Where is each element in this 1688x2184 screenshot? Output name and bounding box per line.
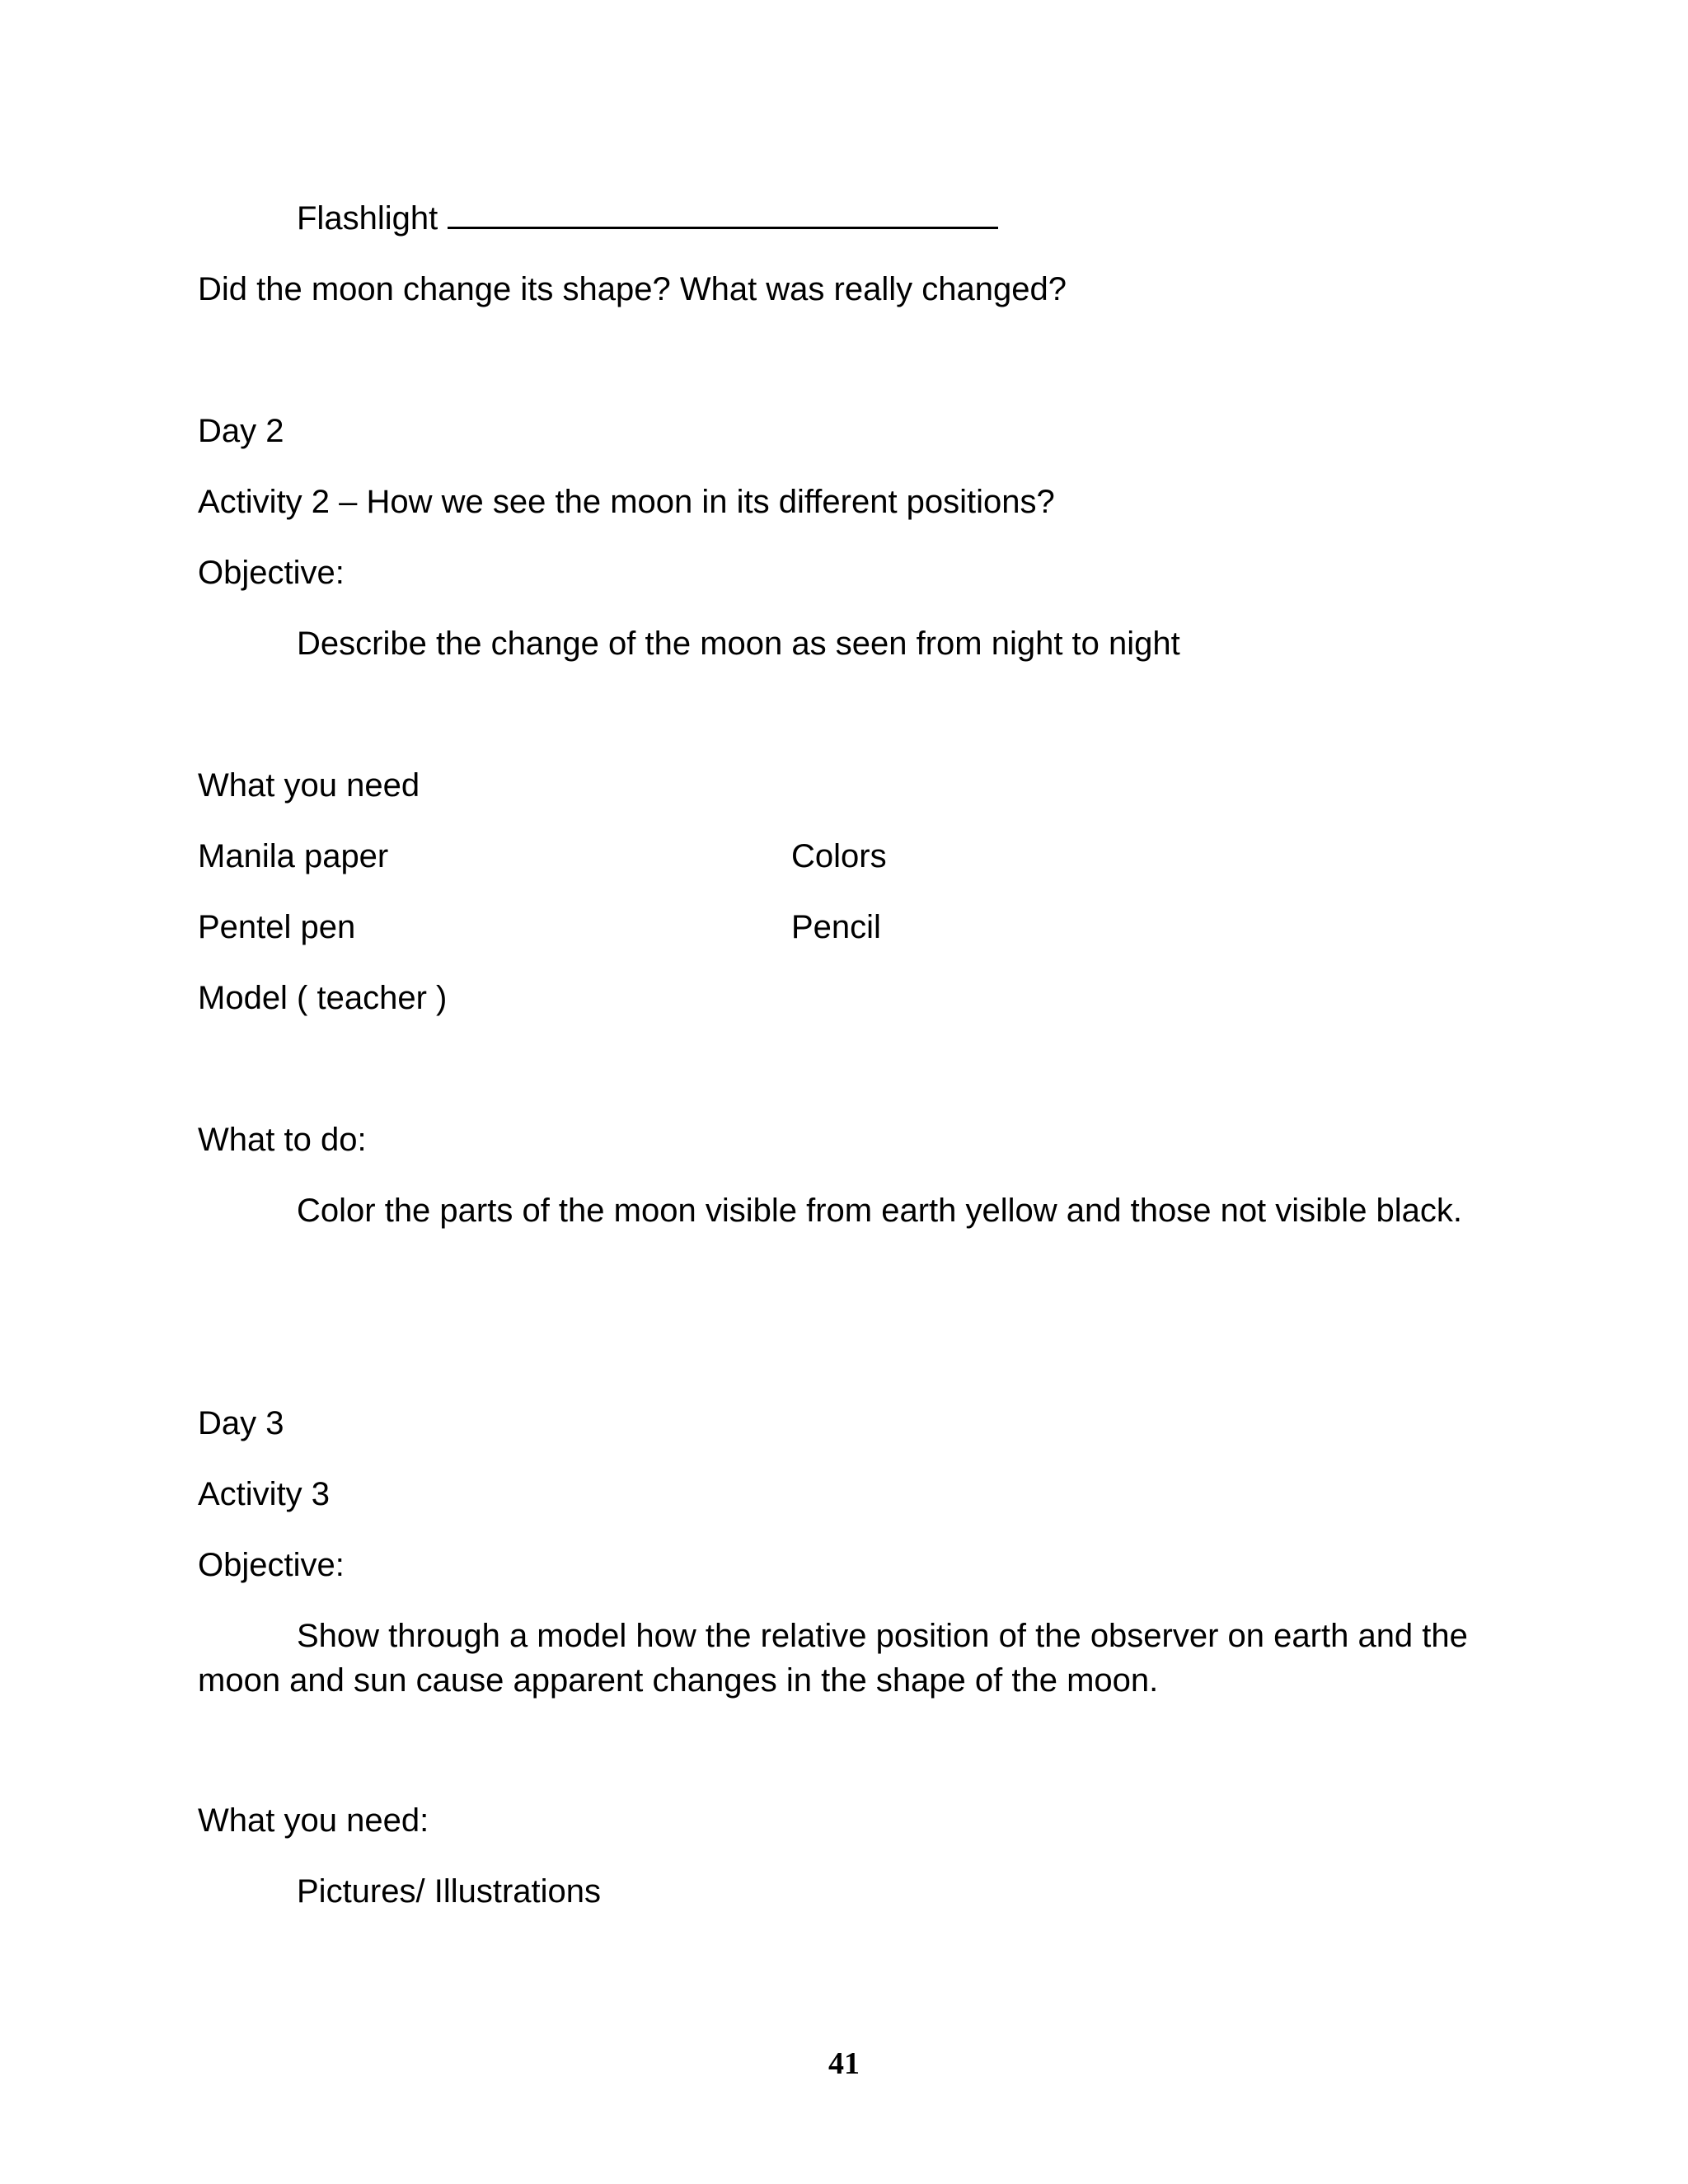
material-colors: Colors	[791, 838, 887, 874]
day3-activity-title: Activity 3	[198, 1476, 331, 1512]
moon-shape-question: Did the moon change its shape? What was really changed?	[198, 271, 1067, 307]
flashlight-row	[297, 198, 998, 239]
flashlight-label: Flashlight	[297, 200, 438, 237]
day3-objective-text: Show through a model how the relative position of the observer on earth and the moon and sun cause apparent changes in the shape of the moon.	[198, 1618, 1468, 1699]
material-pencil: Pencil	[791, 909, 881, 945]
day3-heading: Day 3	[198, 1405, 284, 1441]
day3-objective-label: Objective:	[198, 1547, 345, 1583]
material-model: Model ( teacher )	[198, 980, 448, 1016]
material-manila-paper: Manila paper	[198, 838, 389, 874]
material-pentel-pen: Pentel pen	[198, 909, 356, 945]
day2-materials-label: What you need	[198, 767, 420, 804]
day2-procedure-text: Color the parts of the moon visible from earth yellow and those not visible black.	[297, 1193, 1463, 1229]
page-number: 41	[828, 2046, 860, 2081]
day2-objective-text: Describe the change of the moon as seen from night to night	[297, 626, 1180, 662]
day2-activity-title: Activity 2 – How we see the moon in its different positions?	[198, 484, 1055, 520]
day2-objective-label: Objective:	[198, 555, 345, 591]
day2-procedure-label: What to do:	[198, 1122, 367, 1158]
day3-material-pictures: Pictures/ Illustrations	[297, 1873, 602, 1910]
day3-materials-label: What you need:	[198, 1802, 429, 1839]
answer-blank-line	[448, 199, 998, 229]
day2-heading: Day 2	[198, 413, 284, 449]
